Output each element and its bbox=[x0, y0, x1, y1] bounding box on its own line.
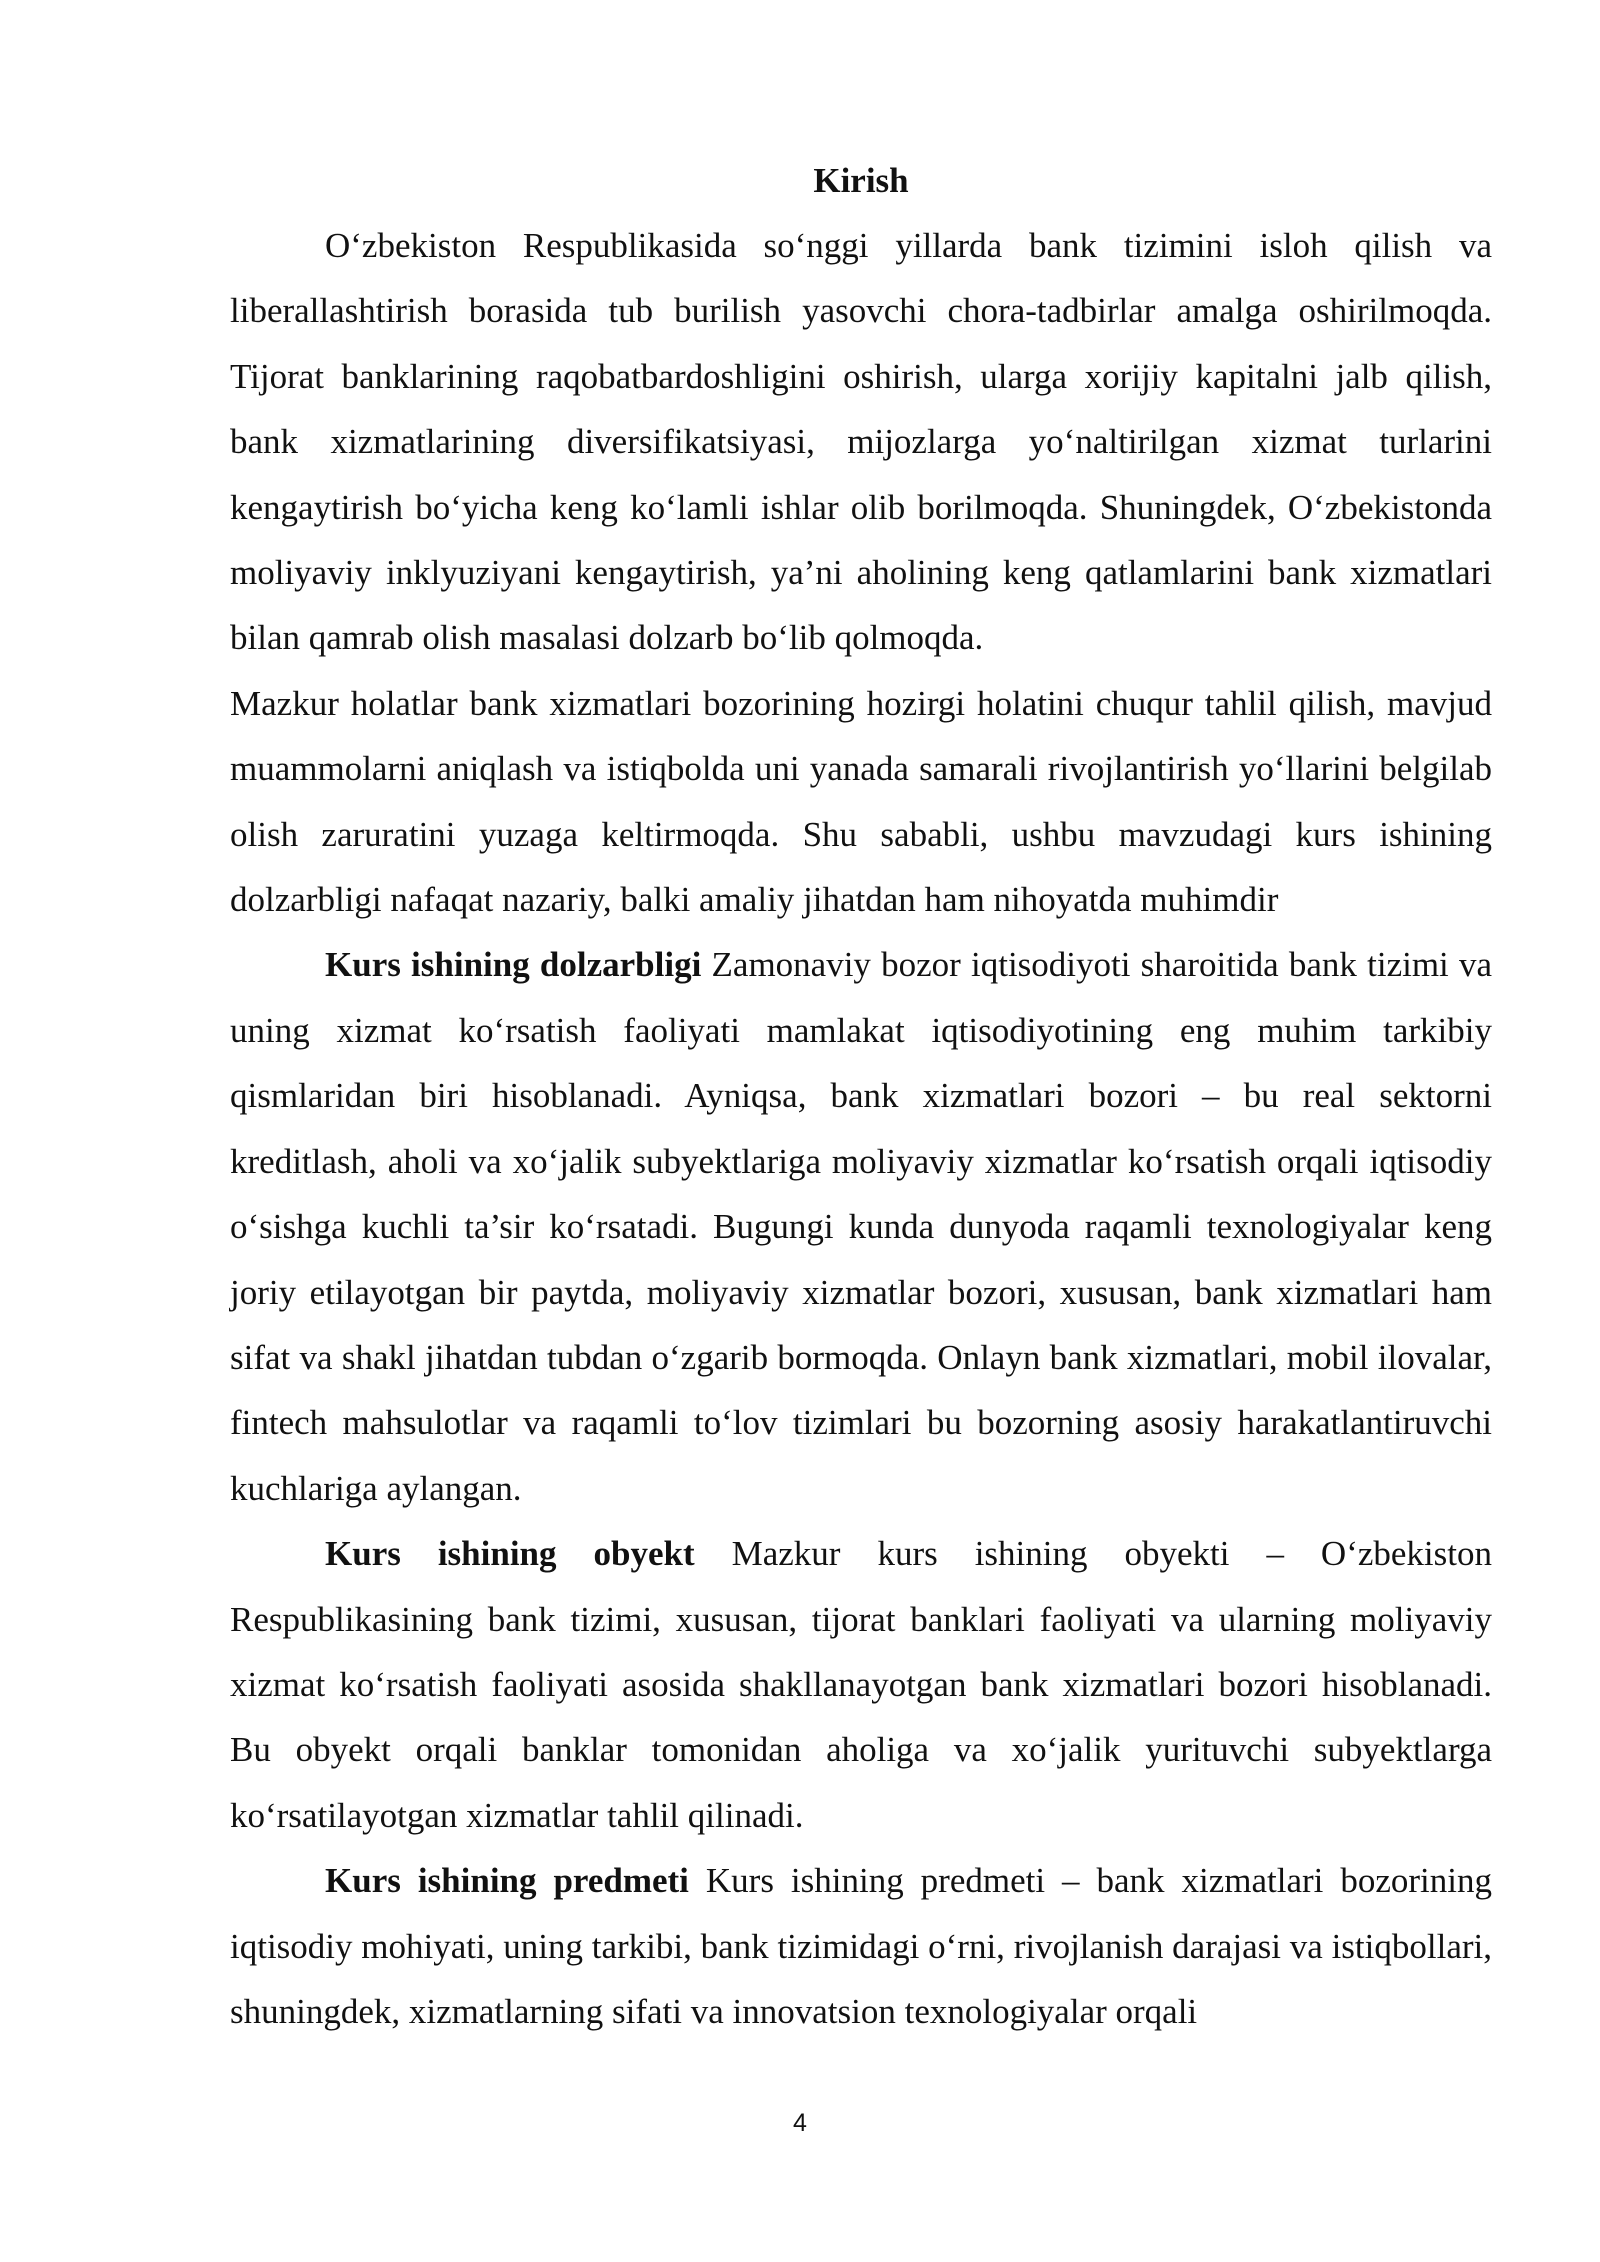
page-number: 4 bbox=[793, 2109, 807, 2137]
subject-text: Kurs ishining predmeti – bank xizmatlari bozorining iqtisodiy mohiyati, uning tarkibi, bank tizimidagi o‘rni, rivojlanish darajasi va istiqbollari, shuningdek, xizmatlarning sifati va innovatsion texnologiyalar orqali bbox=[230, 1861, 1492, 2031]
relevance-paragraph bbox=[230, 932, 1492, 1521]
object-text: Mazkur kurs ishining obyekti – O‘zbekiston Respublikasining bank tizimi, xususan, tijorat banklari faoliyati va ularning moliyaviy xizmat ko‘rsatish faoliyati asosida shakllanayotgan bank xizmatlari bozori hisoblanadi. Bu obyekt orqali banklar tomonidan aholiga va xo‘jalik yurituvchi subyektlarga ko‘rsatilayotgan xizmatlar tahlil qilinadi. bbox=[230, 1534, 1492, 1835]
subject-paragraph bbox=[230, 1848, 1492, 2044]
intro-paragraph-continued: Mazkur holatlar bank xizmatlari bozorining hozirgi holatini chuqur tahlil qilish, mavjud muammolarni aniqlash va istiqbolda uni yanada samarali rivojlantirish yo‘llarini belgilab olish zaruratini yuzaga keltirmoqda. Shu sababli, ushbu mavzudagi kurs ishining dolzarbligi nafaqat nazariy, balki amaliy jihatdan ham nihoyatda muhimdir bbox=[230, 683, 1492, 920]
object-paragraph bbox=[230, 1521, 1492, 1848]
page-content bbox=[230, 148, 1492, 2044]
subject-label: Kurs ishining predmeti bbox=[325, 1861, 689, 1901]
section-title: Kirish bbox=[813, 161, 909, 200]
intro-paragraph: O‘zbekiston Respublikasida so‘nggi yillarda bank tizimini isloh qilish va liberallashtirish borasida tub burilish yasovchi chora-tadbirlar amalga oshirilmoqda. Tijorat banklarining raqobatbardoshligini oshirish, ularga xorijiy kapitalni jalb qilish, bank xizmatlarining diversifikatsiyasi, mijozlarga yo‘naltirilgan xizmat turlarini kengaytirish bo‘yicha keng ko‘lamli ishlar olib borilmoqda. Shuningdek, O‘zbekistonda moliyaviy inklyuziyani kengaytirish, ya’ni aholining keng qatlamlarini bank xizmatlari bilan qamrab olish masalasi dolzarb bo‘lib qolmoqda. bbox=[230, 226, 1492, 658]
relevance-text: Zamonaviy bozor iqtisodiyoti sharoitida bank tizimi va uning xizmat ko‘rsatish faoliyati mamlakat iqtisodiyotining eng muhim tarkibiy qismlaridan biri hisoblanadi. Ayniqsa, bank xizmatlari bozori – bu real sektorni kreditlash, aholi va xo‘jalik subyektlariga moliyaviy xizmatlar ko‘rsatish orqali iqtisodiy o‘sishga kuchli ta’sir ko‘rsatadi. Bugungi kunda dunyoda raqamli texnologiyalar keng joriy etilayotgan bir paytda, moliyaviy xizmatlar bozori, xususan, bank xizmatlari ham sifat va shakl jihatdan tubdan o‘zgarib bormoqda. Onlayn bank xizmatlari, mobil ilovalar, fintech mahsulotlar va raqamli to‘lov tizimlari bu bozorning asosiy harakatlantiruvchi kuchlariga aylangan. bbox=[230, 945, 1493, 1508]
object-label: Kurs ishining obyekt bbox=[325, 1534, 695, 1574]
relevance-label: Kurs ishining dolzarbligi bbox=[325, 945, 702, 985]
